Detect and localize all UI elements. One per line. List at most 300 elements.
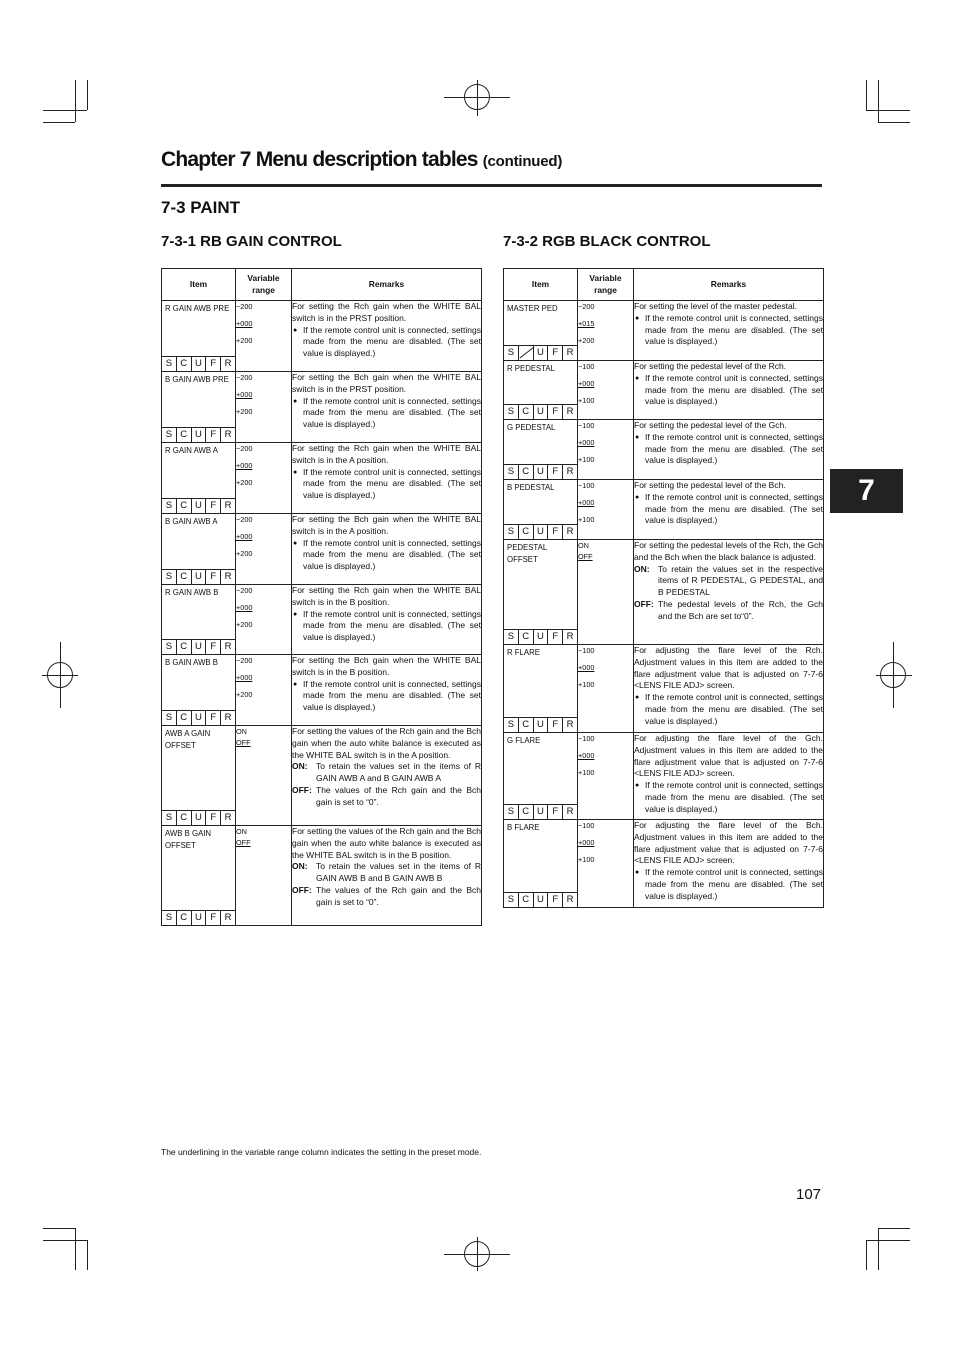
access-flag: C [177,570,192,584]
range-cell [236,585,292,655]
range-value [578,301,633,312]
access-flag: F [206,711,221,725]
remarks-text: For setting the Rch gain when the WHITE BAL switch is in the PRST position. [292,301,481,323]
item-cell [162,826,236,926]
remarks-off [292,885,481,909]
access-flag: S [504,525,519,539]
access-flag: R [224,712,232,723]
range-value-text: +100 [578,680,595,689]
access-flag: S [504,805,519,819]
item-name: R GAIN AWB PRE [165,304,230,313]
range-value-text: −100 [578,481,595,490]
range-value-text: −200 [578,302,595,311]
remarks-text: For setting the Bch gain when the WHITE BAL switch is in the A position. [292,514,481,536]
access-flag: F [548,405,563,419]
access-flag: F [548,718,563,732]
access-flag: F [548,893,563,907]
access-flag: R [566,894,574,905]
table-row [504,645,824,733]
remarks-text: For setting the pedestal levels of the Rch, the Gch and the Bch when the black balance is adjusted. [634,540,823,562]
item-cell [504,540,578,645]
preset-value [578,318,633,329]
access-flags [504,524,577,539]
table-row [504,361,824,420]
table-row [162,726,482,826]
range-value-text: +015 [578,319,595,328]
range-value [578,679,633,690]
range-value-text: +000 [578,438,595,447]
remarks-bullet: ● If the remote control unit is connected, settings made from the menu are disabled. (The set value is displayed.) [292,325,481,360]
remarks-text: For adjusting the flare level of the Rch. Adjustment values in this item are added to the flare adjustment value that is adjusted on 7-7-6 <LENS FILE ADJ> screen. [634,645,823,691]
access-flags [162,569,235,584]
range-value-text: +200 [236,549,253,558]
off-label: OFF: [292,784,312,795]
access-flag: S [162,911,177,925]
item-cell [162,443,236,514]
remarks-cell [292,655,482,726]
remarks-cell [292,726,482,826]
access-flag: C [519,405,534,419]
range-value [236,655,291,666]
remarks-bullet: ● If the remote control unit is connected, settings made from the menu are disabled. (The set value is displayed.) [292,396,481,431]
access-flag: C [177,357,192,371]
access-flag: F [206,811,221,825]
range-value-text: +100 [578,396,595,405]
access-flag: S [162,811,177,825]
chapter-title-continued: (continued) [482,153,563,170]
access-flags [162,910,235,925]
access-flag: F [548,346,563,360]
access-flag: U [192,640,207,654]
left-subheading: 7-3-1 RB GAIN CONTROL [161,233,342,250]
access-flag: U [192,570,207,584]
range-value [578,420,633,431]
range-value [236,406,291,417]
access-flag: R [224,358,232,369]
access-flag: C [177,711,192,725]
remarks-cell [292,443,482,514]
range-value-text: +000 [236,390,253,399]
access-flag: U [534,465,549,479]
preset-value [578,750,633,761]
preset-value [236,389,291,400]
table-row [162,443,482,514]
item-name: AWB B GAIN OFFSET [165,829,212,850]
access-flag: U [192,428,207,442]
item-name: R PEDESTAL [507,364,555,373]
table-row [162,585,482,655]
access-flag: F [548,630,563,644]
access-flags [162,498,235,513]
range-value [236,585,291,596]
range-value [578,854,633,865]
access-flag: U [192,711,207,725]
range-cell [236,826,292,926]
access-flag: R [224,641,232,652]
access-flag: S [504,465,519,479]
access-flag: F [206,911,221,925]
remarks-bullet: ● If the remote control unit is connected, settings made from the menu are disabled. (The set value is displayed.) [634,373,823,408]
remarks-bullet: ● If the remote control unit is connected, settings made from the menu are disabled. (The set value is displayed.) [634,313,823,348]
item-cell [504,645,578,733]
column-header-range: Variable range [578,269,634,301]
table-row [504,420,824,480]
preset-value [236,737,291,748]
on-text: To retain the values set in the items of R GAIN AWB A and B GAIN AWB A [316,761,481,784]
range-value-text: +100 [578,768,595,777]
remarks-bullet: ● If the remote control unit is connected, settings made from the menu are disabled. (The set value is displayed.) [292,679,481,714]
item-name: B GAIN AWB B [165,658,219,667]
item-name: R GAIN AWB A [165,446,219,455]
item-name: B GAIN AWB A [165,517,218,526]
table-row [162,372,482,443]
range-value [578,540,633,551]
range-value [578,454,633,465]
preset-value [236,531,291,542]
access-flag: F [548,805,563,819]
range-value [236,548,291,559]
range-value-text: −100 [578,362,595,371]
range-cell [578,733,634,820]
access-flag: S [162,428,177,442]
remarks-text: For setting the Bch gain when the WHITE BAL switch is in the PRST position. [292,372,481,394]
remarks-cell [292,301,482,372]
access-flag: R [224,429,232,440]
access-flag: U [534,346,549,360]
access-flags [504,804,577,819]
access-flag: S [504,630,519,644]
range-cell [236,514,292,585]
access-flag-disabled [519,346,534,360]
remarks-cell [634,361,824,420]
access-flag: U [192,811,207,825]
access-flags [504,464,577,479]
off-text: The values of the Rch gain and the Bch gain is set to “0”. [316,784,481,807]
item-name: B PEDESTAL [507,483,555,492]
range-cell [578,361,634,420]
range-value [236,372,291,383]
access-flag: F [206,640,221,654]
remarks-on [634,564,823,599]
range-value-text: −100 [578,646,595,655]
remarks-text: For setting the Bch gain when the WHITE BAL switch is in the B position. [292,655,481,677]
range-cell [236,301,292,372]
access-flag: U [534,630,549,644]
remarks-cell [634,820,824,908]
preset-value [236,672,291,683]
access-flags [162,427,235,442]
range-value [578,335,633,346]
item-cell [504,361,578,420]
item-name: B FLARE [507,823,540,832]
access-flag: F [548,465,563,479]
access-flag: S [162,499,177,513]
access-flag: C [519,525,534,539]
preset-value [578,551,633,562]
remarks-text: For setting the pedestal level of the Bch. [634,480,786,490]
remarks-bullet: ● If the remote control unit is connected, settings made from the menu are disabled. (The set value is displayed.) [634,867,823,902]
access-flag: F [206,570,221,584]
range-value-text: ON [578,541,589,550]
item-name: G PEDESTAL [507,423,556,432]
table-row [504,480,824,540]
range-value-text: −200 [236,302,253,311]
access-flag: R [566,466,574,477]
range-cell [236,655,292,726]
item-cell [162,301,236,372]
range-value-text: −200 [236,586,253,595]
range-value-text: +000 [578,498,595,507]
range-value [236,619,291,630]
rgb-black-table [503,268,824,908]
item-cell [504,733,578,820]
table-row [162,301,482,372]
range-value-text: OFF [578,552,593,561]
range-value [236,335,291,346]
column-header-remarks: Remarks [292,269,482,301]
access-flag: S [504,718,519,732]
remarks-bullet: ● If the remote control unit is connected, settings made from the menu are disabled. (The set value is displayed.) [634,432,823,467]
access-flags [504,717,577,732]
access-flag: R [566,406,574,417]
range-value-text: +200 [236,620,253,629]
item-name: R FLARE [507,648,540,657]
chapter-title-text: Chapter 7 Menu description tables [161,148,478,171]
range-value-text: +100 [578,855,595,864]
range-value [578,645,633,656]
access-flag: U [534,893,549,907]
item-cell [162,585,236,655]
range-value [578,361,633,372]
range-value-text: +100 [578,455,595,464]
remarks-cell [634,540,824,645]
item-cell [504,820,578,908]
range-value-text: OFF [236,838,251,847]
access-flag: C [519,805,534,819]
access-flag: R [224,500,232,511]
range-value-text: −200 [236,373,253,382]
remarks-bullet: ● If the remote control unit is connected, settings made from the menu are disabled. (The set value is displayed.) [634,492,823,527]
remarks-bullet: ● If the remote control unit is connected, settings made from the menu are disabled. (The set value is displayed.) [292,609,481,644]
range-value-text: +000 [236,461,253,470]
range-value-text: +000 [236,673,253,682]
access-flag: R [566,719,574,730]
access-flag: S [162,357,177,371]
range-value-text: +200 [236,407,253,416]
access-flags [162,710,235,725]
preset-value [236,837,291,848]
range-value [578,395,633,406]
range-value-text: −100 [578,821,595,830]
range-value [236,443,291,454]
preset-value [578,497,633,508]
range-value [578,514,633,525]
remarks-bullet: ● If the remote control unit is connected, settings made from the menu are disabled. (The set value is displayed.) [292,467,481,502]
range-value-text: +000 [578,379,595,388]
remarks-cell [634,645,824,733]
access-flag: F [548,525,563,539]
item-cell [162,655,236,726]
table-row [162,655,482,726]
access-flags [504,629,577,644]
preset-value [236,602,291,613]
range-value-text: +000 [578,663,595,672]
access-flag: S [504,346,519,360]
remarks-cell [292,585,482,655]
range-value [578,767,633,778]
access-flags [162,639,235,654]
access-flag: U [534,805,549,819]
column-header-remarks: Remarks [634,269,824,301]
preset-value [236,318,291,329]
item-cell [162,726,236,826]
preset-value [578,378,633,389]
range-value [578,480,633,491]
remarks-text: For setting the Rch gain when the WHITE BAL switch is in the A position. [292,443,481,465]
chapter-tab: 7 [830,469,903,513]
preset-value [236,460,291,471]
range-value [578,820,633,831]
access-flag: S [504,405,519,419]
access-flag: C [519,465,534,479]
off-label: OFF: [292,884,312,895]
rb-gain-table [161,268,482,926]
access-flags [162,356,235,371]
remarks-off [634,599,823,623]
range-value-text: ON [236,827,247,836]
on-text: To retain the values set in the items of R GAIN AWB B and B GAIN AWB B [316,861,481,884]
access-flag: U [192,499,207,513]
item-name: B GAIN AWB PRE [165,375,229,384]
on-label: ON: [634,563,650,574]
column-header-item: Item [504,269,578,301]
access-flag: C [177,640,192,654]
off-text: The pedestal levels of the Rch, the Gch and the Bch are set to“0”. [658,598,823,621]
section-title: 7-3 PAINT [161,198,241,217]
range-cell [578,645,634,733]
table-row [504,540,824,645]
range-cell [236,372,292,443]
access-flags [504,345,577,360]
access-flag: U [192,911,207,925]
on-label: ON: [292,861,308,872]
access-flag: S [162,570,177,584]
access-flag: U [534,405,549,419]
range-value-text: +000 [236,532,253,541]
access-flag: R [566,631,574,642]
remarks-text: For setting the pedestal level of the Rch. [634,361,787,371]
item-name: AWB A GAIN OFFSET [165,729,211,750]
range-value-text: +200 [236,478,253,487]
access-flag: C [519,718,534,732]
range-value-text: +000 [236,319,253,328]
range-cell [578,480,634,540]
range-value-text: +000 [578,751,595,760]
range-value-text: −200 [236,656,253,665]
remarks-off [292,785,481,809]
off-label: OFF: [634,598,654,609]
table-row [504,733,824,820]
remarks-bullet: ● If the remote control unit is connected, settings made from the menu are disabled. (The set value is displayed.) [292,538,481,573]
range-value-text: +200 [236,690,253,699]
range-value-text: −100 [578,421,595,430]
access-flag: U [534,525,549,539]
access-flag: R [224,812,232,823]
item-name: MASTER PED [507,304,558,313]
range-cell [578,820,634,908]
remarks-text: For setting the Rch gain when the WHITE BAL switch is in the B position. [292,585,481,607]
column-header-item: Item [162,269,236,301]
right-subheading: 7-3-2 RGB BLACK CONTROL [503,233,711,250]
remarks-on [292,761,481,785]
item-cell [162,372,236,443]
remarks-cell [634,480,824,540]
access-flag: R [224,912,232,923]
range-value-text: OFF [236,738,251,747]
range-value-text: +100 [578,515,595,524]
remarks-cell [634,301,824,361]
remarks-cell [634,733,824,820]
column-header-range: Variable range [236,269,292,301]
range-value-text: +000 [578,838,595,847]
range-cell [236,726,292,826]
page-number: 107 [796,1186,822,1203]
range-value [578,733,633,744]
remarks-text: For setting the values of the Rch gain and the Bch gain when the auto white balance is executed as the WHITE BAL switch is in the A position. [292,726,481,760]
title-rule [161,184,822,187]
access-flag: U [192,357,207,371]
access-flag: S [162,711,177,725]
range-cell [578,301,634,361]
range-value [236,726,291,737]
access-flag: C [177,811,192,825]
remarks-cell [292,514,482,585]
range-value [236,826,291,837]
remarks-cell [292,372,482,443]
access-flag: U [534,718,549,732]
item-cell [504,301,578,361]
range-cell [578,420,634,480]
table-row [162,826,482,926]
range-value-text: +000 [236,603,253,612]
range-value [236,477,291,488]
range-value-text: ON [236,727,247,736]
off-text: The values of the Rch gain and the Bch gain is set to “0”. [316,884,481,907]
table-row [504,301,824,361]
access-flag: C [177,499,192,513]
item-name: G FLARE [507,736,541,745]
footnote: The underlining in the variable range column indicates the setting in the preset mode. [161,1147,482,1157]
access-flag: R [566,806,574,817]
range-value-text: +200 [578,336,595,345]
access-flag: C [519,630,534,644]
range-cell [236,443,292,514]
access-flags [504,892,577,907]
remarks-cell [634,420,824,480]
access-flag: C [519,893,534,907]
on-text: To retain the values set in the respective items of R PEDESTAL, G PEDESTAL, and B PEDESTAL [658,563,823,598]
range-value [236,301,291,312]
access-flag: S [504,893,519,907]
access-flag: F [206,357,221,371]
preset-value [578,437,633,448]
range-value [236,689,291,700]
access-flag: R [224,571,232,582]
access-flag: F [206,428,221,442]
preset-value [578,662,633,673]
access-flags [162,810,235,825]
access-flag: C [177,428,192,442]
